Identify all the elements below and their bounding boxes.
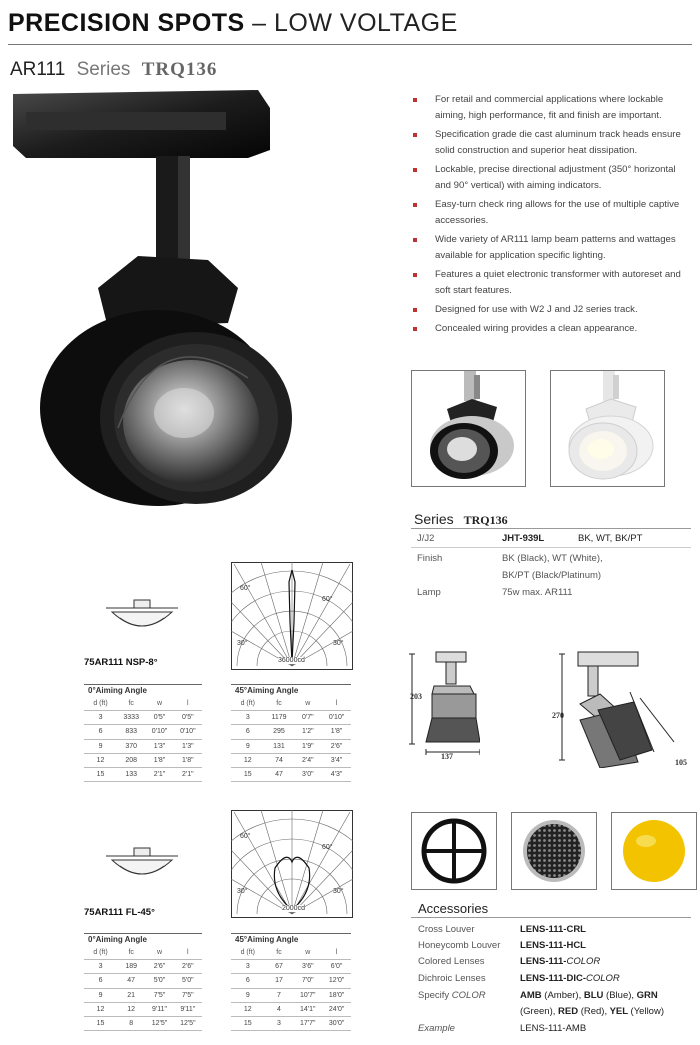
- acc-color-options-2: (Green), RED (Red), YEL (Yellow): [520, 1006, 664, 1017]
- finish-photo-black: [411, 370, 526, 487]
- nsp-45-top-rule: [231, 684, 351, 685]
- honeycomb-louver-photo: [511, 812, 597, 890]
- nsp-model-label: 75AR111 NSP-8°: [84, 657, 158, 668]
- bullet-icon: [413, 273, 417, 277]
- table-row: 15 8 12'5" 12'5": [84, 1016, 202, 1030]
- side-depth-value: 105: [675, 758, 687, 767]
- yellow-lens-icon: [612, 813, 696, 889]
- bullet-icon: [413, 238, 417, 242]
- table-row: 3 189 2'6" 2'6": [84, 960, 202, 974]
- acc-color-options-1: AMB (Amber), BLU (Blue), GRN: [520, 990, 658, 1001]
- table-row: 3 1179 0'7" 0'10": [231, 711, 351, 725]
- table-row: 12 208 1'8" 1'8": [84, 753, 202, 767]
- title-divider: [8, 44, 692, 45]
- spec-series-header: [414, 511, 508, 528]
- feature-item: Designed for use with W2 J and J2 series track.: [413, 302, 693, 318]
- nsp-0-angle-table: d (ft) fc w l 3 3333 0'5" 0'5" 6 833 0'10" 0'10" 9 370 1'3" 1'3" 12 208 1'8" 1'8" 15 133 2'1" 2'1": [84, 697, 202, 782]
- table-row: 6 833 0'10" 0'10": [84, 725, 202, 739]
- title-bold: PRECISION SPOTS: [8, 9, 245, 37]
- spec-series-word: Series: [414, 511, 454, 527]
- nsp-candela: 36000cd: [278, 657, 305, 664]
- nsp-angle-30-right: 30°: [333, 640, 344, 647]
- table-row: 6 17 7'0" 12'0": [231, 974, 351, 988]
- front-dimension-drawing: [408, 648, 480, 760]
- model-number: TRQ136: [141, 59, 218, 80]
- nsp-45-angle-title: 45°Aiming Angle: [235, 686, 299, 695]
- lamp-value: 75w max. AR111: [502, 587, 573, 598]
- table-row: 15 133 2'1" 2'1": [84, 767, 202, 781]
- fl-45-angle-table: d (ft) fc w l 3 67 3'6" 6'0" 6 17 7'0" 12'0" 9 7 10'7" 18'0" 12 4 14'1" 24'0" 15 3 17'7" 30'0": [231, 946, 351, 1031]
- feature-item: Specification grade die cast aluminum track heads ensure solid construction and superior heat dissipation.: [413, 127, 693, 159]
- feature-item: Concealed wiring provides a clean appearance.: [413, 321, 693, 337]
- acc-label-dichroic: Dichroic Lenses: [418, 973, 486, 984]
- table-row: 9 21 7'5" 7'5": [84, 988, 202, 1002]
- nsp-lamp-diagram: [106, 598, 178, 643]
- nsp-0-top-rule: [84, 684, 202, 685]
- nsp-45-angle-table: d (ft) fc w l 3 1179 0'7" 0'10" 6 295 1'2" 1'8" 9 131 1'9" 2'6" 12 74 2'4" 3'4" 15 47 3'0" 4'3": [231, 697, 351, 782]
- fl-angle-60-right: 60°: [322, 844, 333, 851]
- part-number: JHT-939L: [502, 533, 545, 544]
- feature-item: Lockable, precise directional adjustment (350° horizontal and 90° vertical) with aiming indicators.: [413, 162, 693, 194]
- accessories-title: Accessories: [418, 901, 489, 916]
- side-dimension-drawing: [550, 650, 695, 768]
- table-row: 9 131 1'9" 2'6": [231, 739, 351, 753]
- fl-angle-60-left: 60°: [240, 833, 251, 840]
- table-row: 9 7 10'7" 18'0": [231, 988, 351, 1002]
- series-word: Series: [76, 59, 131, 80]
- acc-example-label: Example: [418, 1023, 455, 1034]
- accessories-rule: [411, 917, 691, 918]
- feature-item: Wide variety of AR111 lamp beam patterns and wattages available for application specific lighting.: [413, 232, 693, 264]
- fl-0-angle-title: 0°Aiming Angle: [88, 935, 147, 944]
- acc-label-cross-louver: Cross Louver: [418, 924, 475, 935]
- acc-specify-label: Specify COLOR: [418, 990, 486, 1001]
- spec-rule-2: [411, 547, 691, 548]
- cross-louver-icon: [412, 813, 496, 889]
- fl-candela: 2000cd: [282, 905, 305, 912]
- table-row: 12 74 2'4" 3'4": [231, 753, 351, 767]
- spec-model: TRQ136: [463, 513, 508, 527]
- bullet-icon: [413, 133, 417, 137]
- bullet-icon: [413, 98, 417, 102]
- feature-item: Features a quiet electronic transformer with autoreset and soft start features.: [413, 267, 693, 299]
- features-list: [413, 92, 693, 340]
- lamp-type: AR111: [10, 59, 66, 80]
- lamp-label: Lamp: [417, 587, 441, 598]
- page-title: [8, 9, 458, 38]
- table-row: 3 67 3'6" 6'0": [231, 960, 351, 974]
- fl-0-top-rule: [84, 933, 202, 934]
- nsp-polar-chart: [231, 562, 353, 670]
- spec-rule: [411, 528, 691, 529]
- honeycomb-louver-icon: [512, 813, 596, 889]
- bullet-icon: [413, 203, 417, 207]
- acc-code-cross-louver: LENS-111-CRL: [520, 924, 586, 935]
- finish-photo-white: [550, 370, 665, 487]
- track-label: J/J2: [417, 533, 435, 544]
- table-row: 9 370 1'3" 1'3": [84, 739, 202, 753]
- front-width-value: 137: [441, 752, 453, 761]
- nsp-0-angle-title: 0°Aiming Angle: [88, 686, 147, 695]
- feature-item: Easy-turn check ring allows for the use of multiple captive accessories.: [413, 197, 693, 229]
- acc-code-dichroic: LENS-111-DIC-COLOR: [520, 973, 620, 984]
- fl-lamp-diagram: [106, 846, 178, 891]
- nsp-angle-60-right: 60°: [322, 596, 333, 603]
- table-row: 15 3 17'7" 30'0": [231, 1016, 351, 1030]
- table-row: 12 12 9'11" 9'11": [84, 1002, 202, 1016]
- front-height-value: 203: [410, 692, 422, 701]
- cross-louver-photo: [411, 812, 497, 890]
- fl-polar-chart: [231, 810, 353, 918]
- table-row: 6 47 5'0" 5'0": [84, 974, 202, 988]
- table-row: 6 295 1'2" 1'8": [231, 725, 351, 739]
- fl-0-angle-table: d (ft) fc w l 3 189 2'6" 2'6" 6 47 5'0" 5'0" 9 21 7'5" 7'5" 12 12 9'11" 9'11" 15 8 12'5" 12'5": [84, 946, 202, 1031]
- fl-angle-30-left: 30°: [237, 888, 248, 895]
- acc-label-colored: Colored Lenses: [418, 956, 485, 967]
- finish-value-1: BK (Black), WT (White),: [502, 553, 603, 564]
- table-row: 3 3333 0'5" 0'5": [84, 711, 202, 725]
- fl-angle-30-right: 30°: [333, 888, 344, 895]
- bullet-icon: [413, 308, 417, 312]
- acc-example-code: LENS-111-AMB: [520, 1023, 587, 1034]
- acc-label-honeycomb: Honeycomb Louver: [418, 940, 501, 951]
- finish-label: Finish: [417, 553, 443, 564]
- color-codes: BK, WT, BK/PT: [578, 533, 643, 544]
- bullet-icon: [413, 168, 417, 172]
- side-height-value: 270: [552, 711, 564, 720]
- fl-45-top-rule: [231, 933, 351, 934]
- colored-lens-photo: [611, 812, 697, 890]
- black-fixture-image: [412, 371, 525, 486]
- acc-code-honeycomb: LENS-111-HCL: [520, 940, 586, 951]
- white-fixture-image: [551, 371, 664, 486]
- fl-45-angle-title: 45°Aiming Angle: [235, 935, 299, 944]
- bullet-icon: [413, 327, 417, 331]
- table-row: 15 47 3'0" 4'3": [231, 767, 351, 781]
- series-subtitle: [10, 59, 217, 81]
- title-thin: – LOW VOLTAGE: [252, 9, 458, 37]
- table-row: 12 4 14'1" 24'0": [231, 1002, 351, 1016]
- nsp-angle-60-left: 60°: [240, 585, 251, 592]
- fl-model-label: 75AR111 FL-45°: [84, 907, 155, 918]
- nsp-angle-30-left: 30°: [237, 640, 248, 647]
- finish-value-2: BK/PT (Black/Platinum): [502, 570, 602, 581]
- product-photo: [8, 88, 308, 513]
- feature-item: For retail and commercial applications where lockable aiming, high performance, fit and finish are important.: [413, 92, 693, 124]
- acc-code-colored: LENS-111-COLOR: [520, 956, 601, 967]
